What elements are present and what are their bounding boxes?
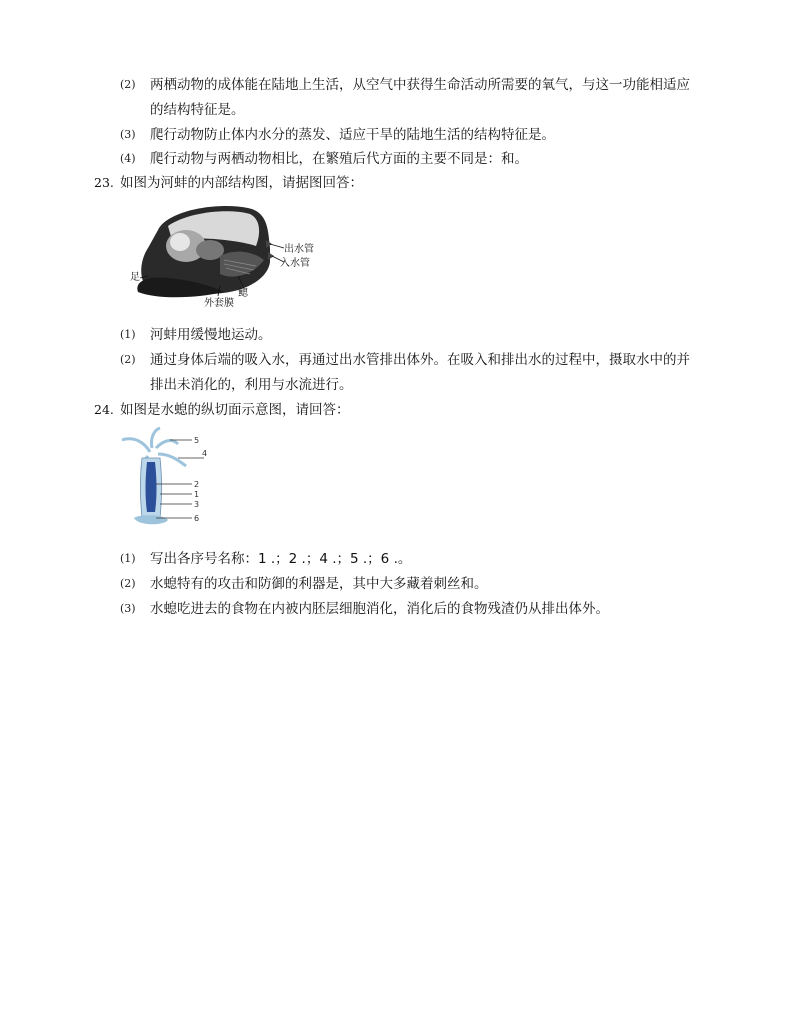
q22-item2-text-line2: 的结构特征是。	[150, 102, 245, 118]
hydra-label-2: 2	[194, 480, 200, 489]
hydra-label-6: 6	[194, 514, 200, 523]
label-foot: 足	[130, 272, 140, 283]
q23-item2-number: (2)	[120, 353, 136, 366]
hydra-label-5: 5	[194, 436, 200, 445]
q23-stem: 如图为河蚌的内部结构图，请据图回答：	[120, 175, 363, 191]
q24-item3-number: (3)	[120, 602, 136, 615]
mussel-anatomy-figure	[128, 200, 318, 310]
label-mantle: 外套膜	[204, 298, 234, 309]
q22-item4-number: (4)	[120, 152, 136, 165]
label-inlet-siphon: 入水管	[280, 258, 310, 269]
label-outlet-siphon: 出水管	[284, 244, 314, 255]
q23-item2-text-line1: 通过身体后端的吸入水，再通过出水管排出体外。在吸入和排出水的过程中，摄取水中的并	[150, 352, 690, 368]
q22-item3-text: 爬行动物防止体内水分的蒸发、适应干旱的陆地生活的结构特征是。	[150, 127, 555, 143]
q23-item1-number: (1)	[120, 328, 136, 341]
q22-item2-number: (2)	[120, 78, 136, 91]
q24-number: 24.	[94, 402, 114, 417]
q24-item2-number: (2)	[120, 577, 136, 590]
q23-item1-text: 河蚌用缓慢地运动。	[150, 327, 272, 343]
q24-item1-number: (1)	[120, 552, 136, 565]
q23-item2-text-line2: 排出未消化的，利用与水流进行。	[150, 377, 353, 393]
q24-item3-text: 水螅吃进去的食物在内被内胚层细胞消化，消化后的食物残渣仍从排出体外。	[150, 601, 609, 617]
q24-stem: 如图是水螅的纵切面示意图，请回答：	[120, 402, 350, 418]
hydra-section-figure	[116, 426, 206, 538]
q22-item4-text: 爬行动物与两栖动物相比，在繁殖后代方面的主要不同是：和。	[150, 151, 528, 167]
hydra-label-3: 3	[194, 500, 200, 509]
q24-item2-text: 水螅特有的攻击和防御的利器是，其中大多藏着刺丝和。	[150, 576, 488, 592]
hydra-label-1: 1	[194, 490, 200, 499]
label-gill: 鳃	[238, 288, 248, 299]
q22-item3-number: (3)	[120, 128, 136, 141]
q24-item1-text: 写出各序号名称：1 .；2 .；4 .；5 .；6 .。	[150, 551, 412, 567]
hydra-label-4: 4	[202, 449, 208, 458]
q22-item2-text-line1: 两栖动物的成体能在陆地上生活，从空气中获得生命活动所需要的氧气，与这一功能相适应	[150, 77, 690, 93]
q23-number: 23.	[94, 175, 114, 190]
